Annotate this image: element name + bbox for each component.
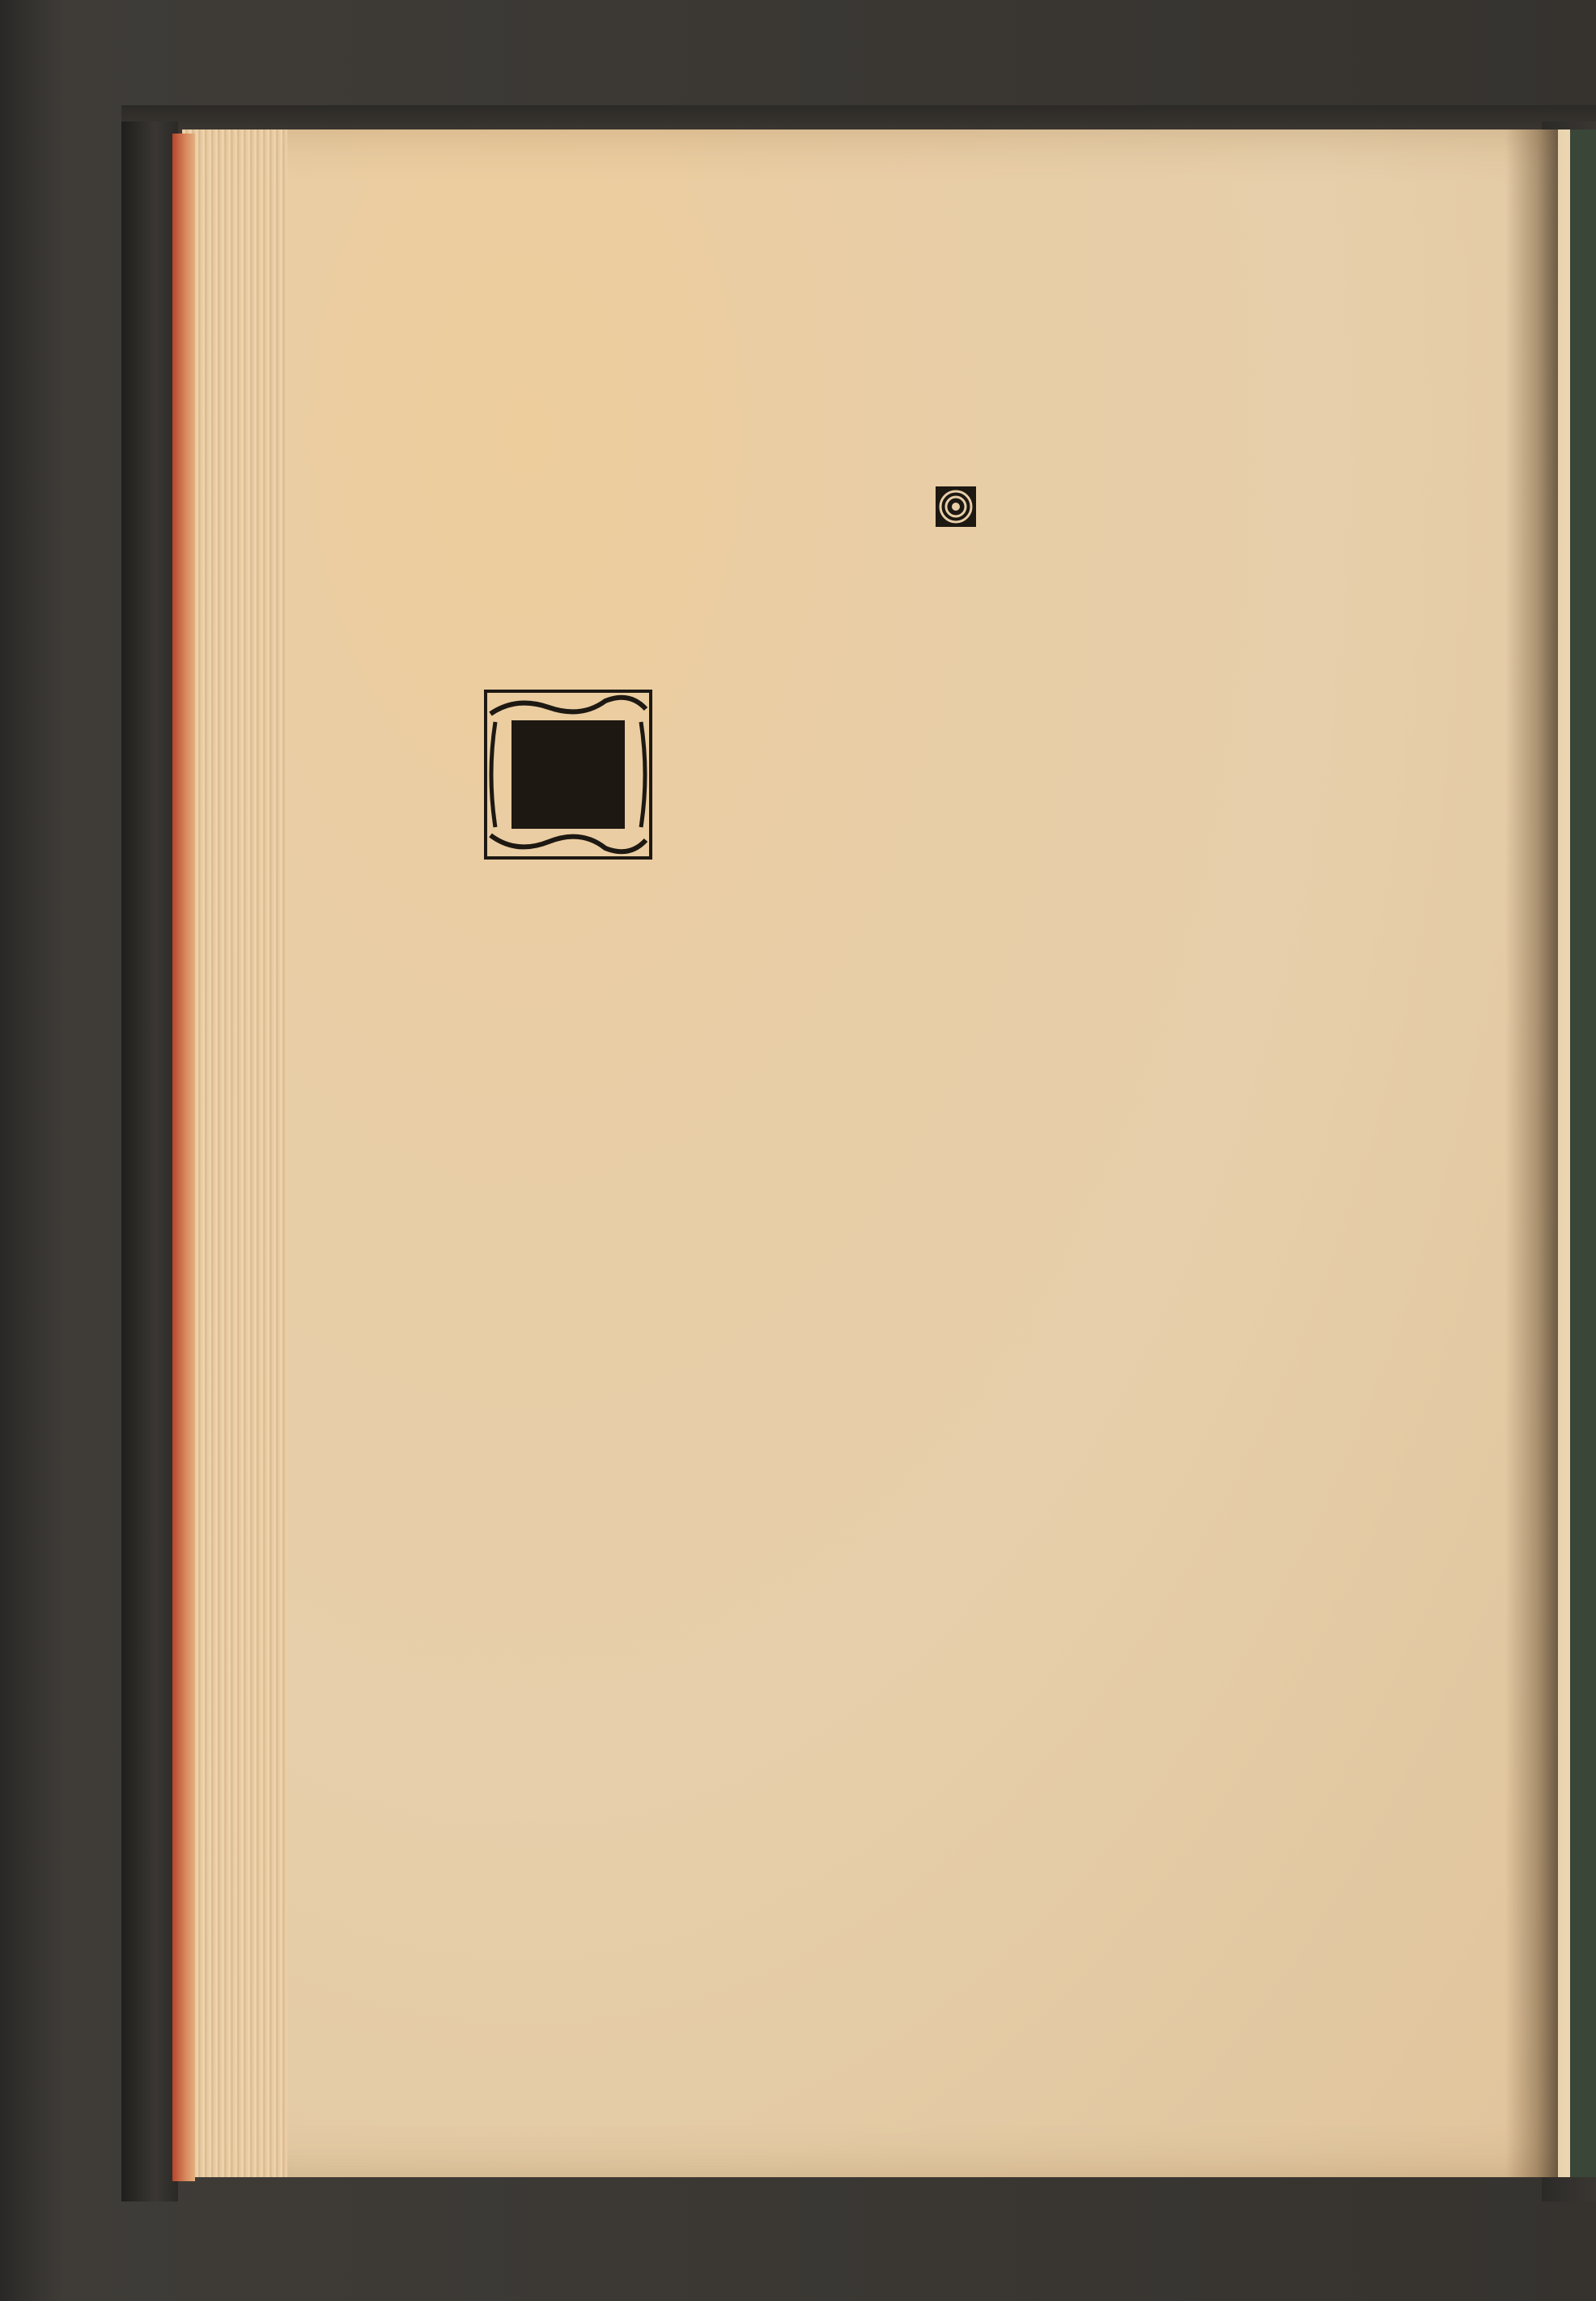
target-ornament-icon [935,486,977,528]
red-page-edge [172,134,195,2181]
page-edges [182,129,287,2177]
book-page [182,129,1558,2177]
book-cover-left [121,121,178,2201]
drop-cap-ornament [484,690,652,860]
page-gutter-shadow [1505,129,1558,2177]
facing-cover-edge [1570,129,1596,2177]
